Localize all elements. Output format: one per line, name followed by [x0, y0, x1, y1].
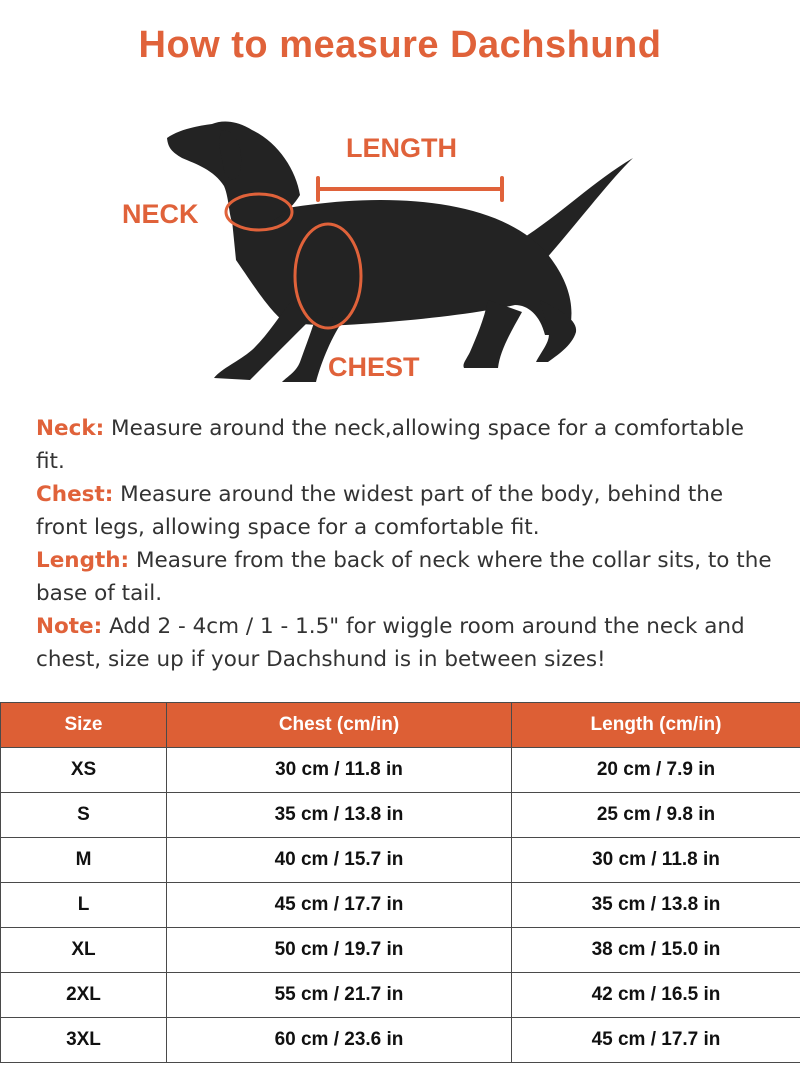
cell-length: 45 cm / 17.7 in	[512, 1018, 800, 1063]
dachshund-illustration	[0, 100, 800, 400]
header-chest: Chest (cm/in)	[167, 703, 512, 748]
cell-chest: 45 cm / 17.7 in	[167, 883, 512, 928]
instruction-key: Length:	[36, 548, 130, 573]
instruction-key: Neck:	[36, 416, 105, 441]
cell-length: 20 cm / 7.9 in	[512, 748, 800, 793]
cell-size: 3XL	[1, 1018, 167, 1063]
cell-length: 35 cm / 13.8 in	[512, 883, 800, 928]
instruction-neck	[36, 412, 776, 478]
instruction-text: Measure around the widest part of the body, behind the front legs, allowing space for a comfortable fit.	[36, 482, 724, 540]
cell-size: L	[1, 883, 167, 928]
cell-chest: 60 cm / 23.6 in	[167, 1018, 512, 1063]
cell-chest: 55 cm / 21.7 in	[167, 973, 512, 1018]
chest-label: CHEST	[328, 352, 420, 382]
page-title: How to measure Dachshund	[138, 24, 662, 66]
table-row	[1, 1018, 800, 1063]
instruction-text: Measure around the neck,allowing space for a comfortable fit.	[36, 416, 744, 474]
instruction-note	[36, 610, 776, 676]
cell-length: 38 cm / 15.0 in	[512, 928, 800, 973]
cell-chest: 50 cm / 19.7 in	[167, 928, 512, 973]
instruction-key: Chest:	[36, 482, 114, 507]
measurement-instructions	[36, 412, 776, 676]
cell-size: XL	[1, 928, 167, 973]
cell-chest: 35 cm / 13.8 in	[167, 793, 512, 838]
table-row	[1, 838, 800, 883]
neck-label: NECK	[122, 199, 199, 229]
table-row	[1, 883, 800, 928]
instruction-text: Measure from the back of neck where the collar sits, to the base of tail.	[36, 548, 772, 606]
header-size: Size	[1, 703, 167, 748]
cell-size: XS	[1, 748, 167, 793]
instruction-length	[36, 544, 776, 610]
measurement-diagram	[0, 100, 800, 400]
cell-chest: 40 cm / 15.7 in	[167, 838, 512, 883]
length-measure-bar	[318, 178, 502, 200]
table-row	[1, 793, 800, 838]
cell-length: 42 cm / 16.5 in	[512, 973, 800, 1018]
instruction-chest	[36, 478, 776, 544]
cell-length: 30 cm / 11.8 in	[512, 838, 800, 883]
cell-chest: 30 cm / 11.8 in	[167, 748, 512, 793]
table-row	[1, 748, 800, 793]
cell-size: 2XL	[1, 973, 167, 1018]
table-header-row	[1, 703, 800, 748]
length-label: LENGTH	[346, 133, 457, 163]
table-row	[1, 928, 800, 973]
cell-size: M	[1, 838, 167, 883]
table-row	[1, 973, 800, 1018]
cell-size: S	[1, 793, 167, 838]
header-length: Length (cm/in)	[512, 703, 800, 748]
instruction-key: Note:	[36, 614, 103, 639]
instruction-text: Add 2 - 4cm / 1 - 1.5" for wiggle room around the neck and chest, size up if your Dachshund is in between sizes!	[36, 614, 745, 672]
size-chart-table	[0, 702, 800, 1063]
cell-length: 25 cm / 9.8 in	[512, 793, 800, 838]
